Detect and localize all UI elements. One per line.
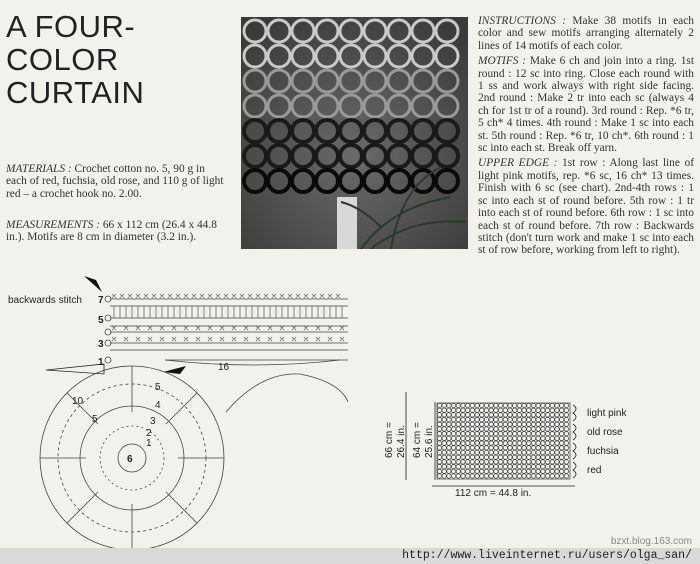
stitch-marks <box>112 294 344 341</box>
color-label-fuchsia: fuchsia <box>587 446 619 457</box>
upper-edge-paragraph <box>478 157 694 256</box>
instructions-label: INSTRUCTIONS : <box>478 15 567 27</box>
crochet-chart <box>0 262 360 550</box>
round-2-label: 2 <box>146 428 152 439</box>
instructions-paragraph <box>478 15 694 52</box>
row-1-number: 1 <box>98 357 104 368</box>
upper-edge-text: 1st row : Along last line of light pink motifs, rep. *6 sc, 16 ch* 13 times. Finish with 6 sc (see chart). 2nd-4th rows : 1 sc into each st of round before. 5th row : 1 tr into each st of round before. 6th row : 1 sc into each st of round before. 7th row : Backwards stitch (don't turn work and make 1 sc into each st of row before, working from left to right). <box>478 157 694 257</box>
measurements-paragraph <box>6 219 226 244</box>
color-label-old-rose: old rose <box>587 427 623 438</box>
measurements-text: 66 x 112 cm (26.4 x 44.8 in.). Motifs are 8 cm in diameter (3.2 in.). <box>6 219 217 244</box>
curtain-photo <box>241 17 468 249</box>
round-4-label: 4 <box>155 400 161 411</box>
width-label: 112 cm = 44.8 in. <box>455 488 532 499</box>
curtain-photo-image <box>241 17 468 249</box>
height-cm-label: 66 cm = <box>384 422 395 458</box>
inner-cm-label: 64 cm = <box>412 422 423 458</box>
title-line-2: COLOR <box>6 42 119 77</box>
motif-center-label: 6 <box>127 454 133 465</box>
curtain-schematic <box>375 388 675 500</box>
round-1-label: 1 <box>146 438 152 449</box>
motif-chart <box>40 366 348 550</box>
color-label-light-pink: light pink <box>587 408 627 419</box>
round-3-label: 3 <box>150 416 156 427</box>
chain-count-16: 16 <box>218 362 230 373</box>
height-in-label: 26.4 in. <box>396 425 407 458</box>
motifs-paragraph <box>478 55 694 154</box>
title-line-1: A FOUR- <box>6 9 136 44</box>
start-arrow-top <box>84 276 102 292</box>
watermark: bzxt.blog.163.com <box>610 536 692 547</box>
row-3-number: 3 <box>98 339 104 350</box>
backwards-stitch-label: backwards stitch <box>8 295 82 306</box>
measurements-label: MEASUREMENTS : <box>6 219 100 231</box>
chain-count-5: 5 <box>92 414 98 425</box>
motifs-label: MOTIFS : <box>478 55 527 68</box>
footer-bar <box>0 548 700 564</box>
motifs-text: Make 6 ch and join into a ring. 1st round : 12 sc into ring. Close each round with 1 ss and work always with right side facing. 2nd round : Make 2 tr into each sc (always 4 ch for 1st tr of a round). 3rd round : Rep. *6 tr, 5 ch* 4 times. 4th round : Make 1 sc into each st. 5th round : Rep. *6 tr, 10 ch*. 6th round : 1 sc into each st. Break off yarn. <box>478 55 694 155</box>
inner-in-label: 25.6 in. <box>424 425 435 458</box>
page-title <box>6 10 226 109</box>
instructions-text: Make 38 motifs in each color and sew motifs arranging alternately 2 lines of 14 motifs of each color. <box>478 15 694 52</box>
upper-edge-label: UPPER EDGE : <box>478 157 558 170</box>
materials-text: Crochet cotton no. 5, 90 g in each of red, fuchsia, old rose, and 110 g of light red – a crochet hook no. 2.00. <box>6 163 224 200</box>
materials-label: MATERIALS : <box>6 163 72 175</box>
start-arrow-left <box>46 364 104 374</box>
motif-grid <box>437 403 570 479</box>
round-5-label: 5 <box>155 382 161 393</box>
row-7-number: 7 <box>98 295 104 306</box>
chain-count-10: 10 <box>72 396 84 407</box>
instructions-column <box>478 15 694 260</box>
color-brackets <box>573 405 576 478</box>
color-label-red: red <box>587 465 602 476</box>
materials-paragraph <box>6 163 226 200</box>
source-url: http://www.liveinternet.ru/users/olga_san/ <box>402 549 692 562</box>
row-5-number: 5 <box>98 315 104 326</box>
title-line-3: CURTAIN <box>6 75 145 110</box>
chain-loop <box>165 360 340 365</box>
